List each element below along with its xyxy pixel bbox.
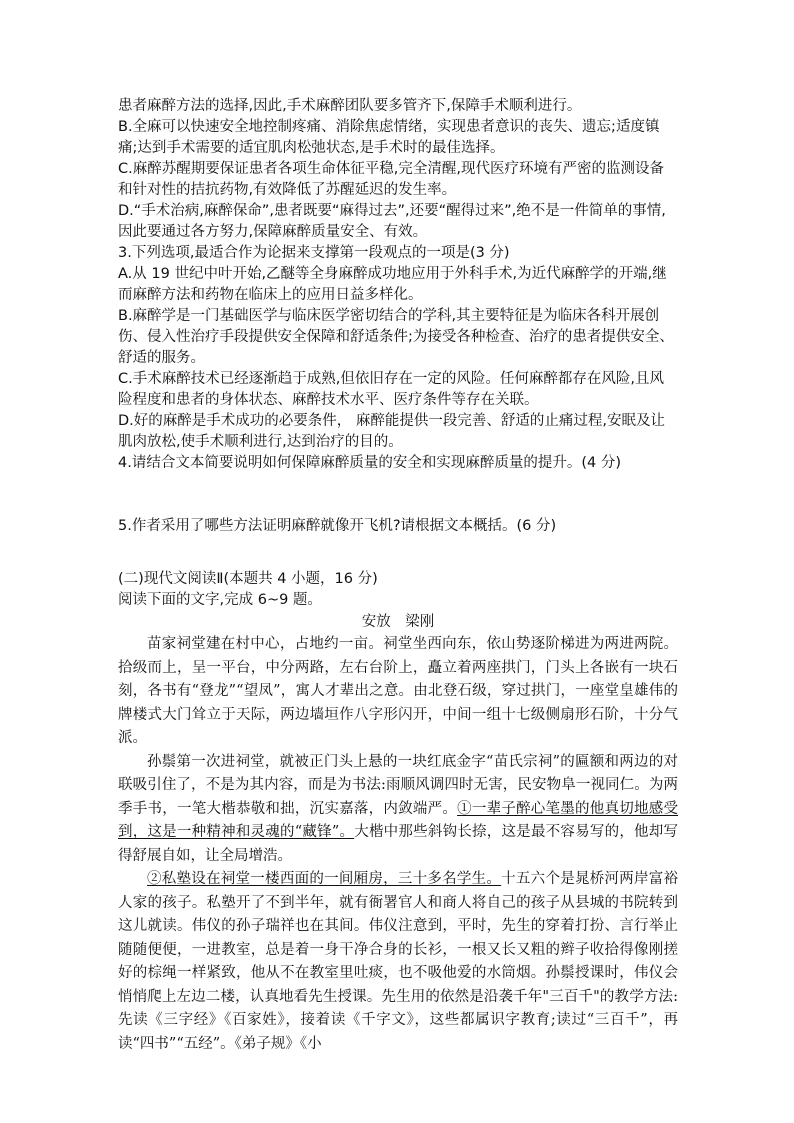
underlined-sentence-1: ①一辈子醉心笔墨的他真切地感受到，这是一种精神和灵魂的“藏锋”。 xyxy=(118,800,678,840)
q3-stem: 3.下列选项,最适合作为论据来支撑第一段观点的一项是(3 分) xyxy=(118,245,510,261)
q3-option-b: B.麻醉学是一门基础医学与临床医学密切结合的学科,其主要特征是为临床各科开展创伤、侵入性治疗手段提供安全保障和舒适条件;为接受各种检查、治疗的患者提供安全、舒适的服务。 xyxy=(118,308,674,366)
q2-option-c: C.麻醉苏醒期要保证患者各项生命体征平稳,完全清醒,现代医疗环境有严密的监测设备和针对性的拮抗药物,有效降低了苏醒延迟的发生率。 xyxy=(118,161,664,198)
answer-space xyxy=(118,474,678,516)
underlined-sentence-2: ②私塾设在祠堂一楼西面的一间厢房，三十多名学生。 xyxy=(147,871,502,887)
paragraph-text: 十五六个是晁桥河两岸富裕人家的孩子。私塾开了不到半年，就有衙署官人和商人将自己的孩子从县城的书院转到这儿就读。伟仪的孙子瑞祥也在其间。伟仪注意到，平时，先生的穿着打扮、言行举止随随便便，一进教室，总是着一身干净合身的长衫，一根又长又粗的辫子收拾得像刚搓好的棕绳一样紧致，他从不在教室里吐痰，也不吸他爱的水筒烟。孙鬃授课时，伟仪会悄悄爬上左边二楼，认真地看先生授课。先生用的依然是沿袭千年"三百千"的教学方法:先读《三字经》《百家姓》，接着读《千字文》，这些都属识字教育;读过“三百千”，再读“四书”“五经”。《弟子规》《小 xyxy=(118,871,678,1052)
section-instruction: 阅读下面的文字,完成 6~9 题。 xyxy=(118,592,322,608)
passage-paragraph-1: 苗家祠堂建在村中心，占地约一亩。祠堂坐西向东，依山势逐阶梯进为两进两院。拾级而上，呈一平台，中分两路，左右台阶上，矗立着两座拱门，门头上各嵌有一块石刻，各书有“登龙”“望凤”，寓人才辈出之意。由北登石级，穿过拱门，一座堂皇雄伟的牌楼式大门耸立于天际，两边墙垣作八字形闪开，中间一组十七级侧扇形石阶，十分气派。 xyxy=(118,636,678,746)
paragraph-text: 大楷中那些斜钩长捺，这是最不容易写的，他却写得舒展自如，让全局增浩。 xyxy=(118,824,679,864)
q4-stem: 4.请结合文本简要说明如何保障麻醉质量的安全和实现麻醉质量的提升。(4 分) xyxy=(118,455,621,471)
paragraph-text: 孙鬃第一次进祠堂，就被正门头上悬的一块红底金字“苗氏宗祠”的匾额和两边的对联吸引住了，不是为其内容，而是为书法:雨顺风调四时无害，民安物阜一视同仁。为两季手书，一笔大楷恭敬和拙，沉实嘉落，内敛端严。 xyxy=(118,753,678,817)
section-heading: (二)现代文阅读Ⅱ(本题共 4 小题，16 分) xyxy=(118,571,378,587)
q3-option-a: A.从 19 世纪中叶开始,乙醚等全身麻醉成功地应用于外科手术,为近代麻醉学的开端,继而麻醉方法和药物在临床上的应用日益多样化。 xyxy=(118,266,667,303)
q3-option-d: D.好的麻醉是手术成功的必要条件， 麻醉能提供一段完善、舒适的止痛过程,安眠及让肌肉放松,使手术顺利进行,达到治疗的目的。 xyxy=(118,413,665,450)
q3-option-c: C.手术麻醉技术已经逐渐趋于成熟,但依旧存在一定的风险。任何麻醉都存在风险,且风险程度和患者的身体状态、麻醉技术水平、医疗条件等存在关联。 xyxy=(118,371,664,408)
document-page xyxy=(118,96,678,1056)
q5-stem: 5.作者采用了哪些方法证明麻醉就像开飞机?请根据文本概括。(6 分) xyxy=(118,518,557,534)
passage-paragraph-3 xyxy=(118,868,678,1056)
q2-option-b: B.全麻可以快速安全地控制疼痛、消除焦虑情绪，实现患者意识的丧失、遗忘;适度镇痛;达到手术需要的适宜肌肉松弛状态,是手术时的最佳选择。 xyxy=(118,119,660,156)
passage-paragraph-2 xyxy=(118,751,678,869)
answer-space xyxy=(118,537,678,569)
q2-option-d: D.“手术治病,麻醉保命”,患者既要“麻得过去”,还要“醒得过来”,绝不是一件简单的事情,因此要通过各方努力,保障麻醉质量安全、有效。 xyxy=(118,203,666,240)
passage-title: 安放 梁刚 xyxy=(361,614,435,630)
q2-tail: 患者麻醉方法的选择,因此,手术麻醉团队要多管齐下,保障手术顺利进行。 xyxy=(118,98,582,114)
